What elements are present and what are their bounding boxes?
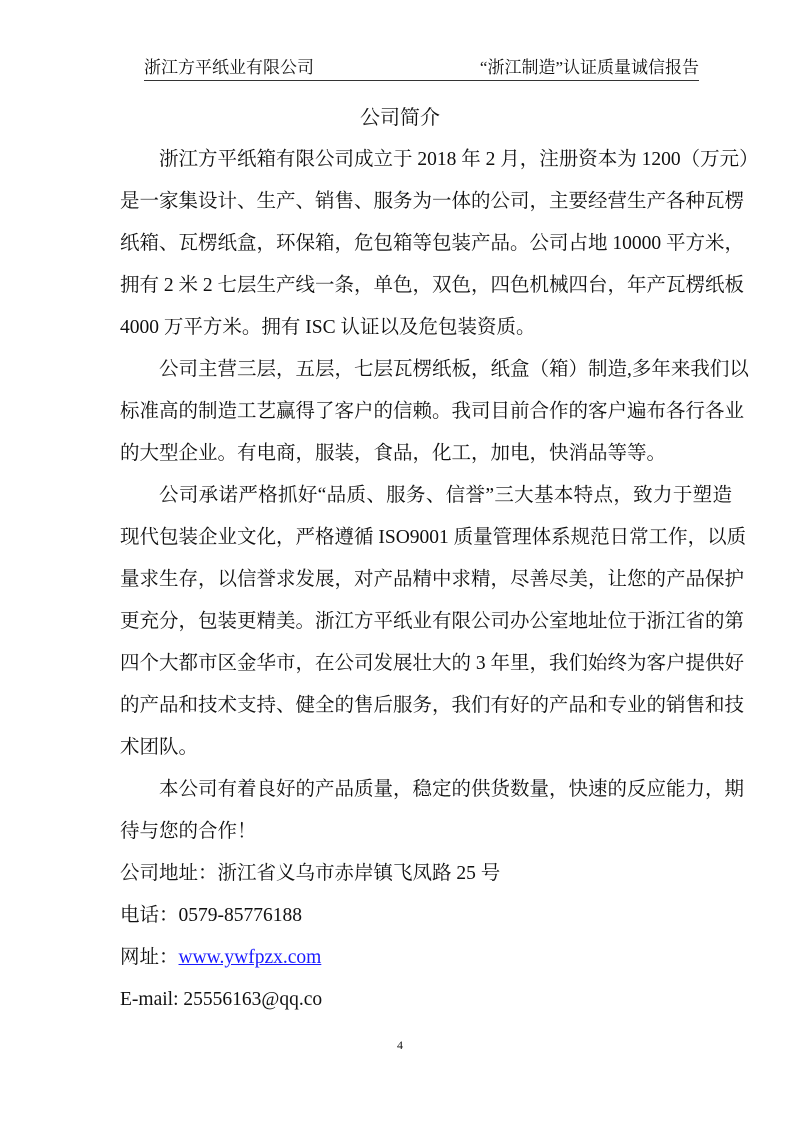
contact-phone — [120, 895, 732, 937]
phone-value: 0579-85776188 — [178, 905, 303, 926]
text-line: 本公司有着良好的产品质量，稳定的供货数量，快速的反应能力，期 — [159, 779, 745, 800]
contact-website — [120, 937, 732, 979]
paragraph-1 — [120, 139, 759, 349]
text-line: 术团队。 — [120, 737, 199, 758]
text-line: 标准高的制造工艺赢得了客户的信赖。我司目前合作的客户遍布各行各业 — [120, 401, 745, 422]
email-value: 25556163@qq.co — [183, 989, 323, 1010]
document-body — [120, 139, 759, 1021]
contact-address — [120, 853, 732, 895]
text-line: 纸箱、瓦楞纸盒，环保箱，危包箱等包装产品。公司占地 10000 平方米， — [120, 233, 745, 254]
paragraph-2 — [120, 349, 749, 475]
paragraph-4 — [120, 769, 745, 853]
text-line: 现代包装企业文化，严格遵循 ISO9001 质量管理体系规范日常工作，以质 — [120, 527, 747, 548]
text-line: 更充分，包装更精美。浙江方平纸业有限公司办公室地址位于浙江省的第 — [120, 611, 745, 632]
contact-email — [120, 979, 732, 1021]
header-company: 浙江方平纸业有限公司 — [144, 58, 314, 77]
text-line: 待与您的合作！ — [120, 821, 257, 842]
address-value: 浙江省义乌市赤岸镇飞凤路 25 号 — [217, 863, 501, 884]
text-line: 拥有 2 米 2 七层生产线一条，单色，双色，四色机械四台，年产瓦楞纸板 — [120, 275, 745, 296]
email-label: E-mail: — [120, 989, 184, 1010]
website-link[interactable]: www.ywfpzx.com — [178, 947, 322, 968]
text-line: 公司承诺严格抓好“品质、服务、信誉”三大基本特点，致力于塑造 — [159, 485, 732, 506]
text-line: 是一家集设计、生产、销售、服务为一体的公司，主要经营生产各种瓦楞 — [120, 191, 745, 212]
page-number: 4 — [397, 1038, 403, 1052]
page-title: 公司简介 — [360, 107, 440, 129]
address-label: 公司地址： — [120, 863, 218, 884]
page-header — [144, 56, 699, 81]
text-line: 四个大都市区金华市，在公司发展壮大的 3 年里，我们始终为客户提供好 — [120, 653, 745, 674]
phone-label: 电话： — [120, 905, 179, 926]
text-line: 的产品和技术支持、健全的售后服务，我们有好的产品和专业的销售和技 — [120, 695, 745, 716]
text-line: 浙江方平纸箱有限公司成立于 2018 年 2 月，注册资本为 1200（万元） — [159, 149, 759, 170]
paragraph-3 — [120, 475, 747, 769]
website-label: 网址： — [120, 947, 179, 968]
text-line: 4000 万平方米。拥有 ISC 认证以及危包装资质。 — [120, 317, 536, 338]
text-line: 公司主营三层，五层，七层瓦楞纸板，纸盒（箱）制造,多年来我们以 — [159, 359, 749, 380]
header-report-title: “浙江制造”认证质量诚信报告 — [479, 58, 699, 77]
text-line: 的大型企业。有电商，服装，食品，化工，加电，快消品等等。 — [120, 443, 667, 464]
text-line: 量求生存，以信誉求发展，对产品精中求精，尽善尽美，让您的产品保护 — [120, 569, 745, 590]
